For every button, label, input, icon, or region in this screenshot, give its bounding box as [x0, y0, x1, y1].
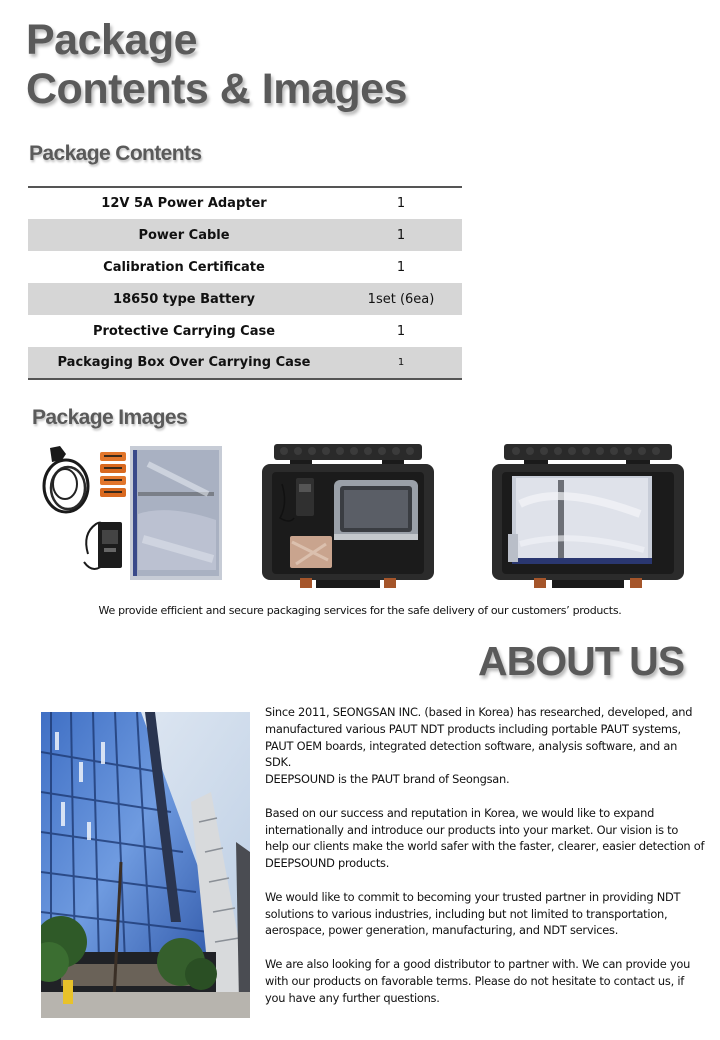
- item-qty: 1: [340, 347, 462, 379]
- item-qty: 1: [396, 196, 406, 211]
- table-row: [28, 315, 462, 347]
- about-paragraph-4: We are also looking for a good distributor to partner with. We can provide you with our products on favorable terms. Please do not hesitate to contact us, if you have any further questions.: [265, 956, 691, 1005]
- page-title-line2: Contents & Images: [26, 65, 407, 113]
- packed-carrying-case-photo: [490, 444, 686, 588]
- table-row: [28, 283, 462, 315]
- about-brand: DEEPSOUND is the PAUT brand of Seongsan.: [265, 772, 510, 787]
- about-us-heading: ABOUT US: [478, 638, 685, 684]
- package-contents-heading: Package Contents: [29, 142, 202, 165]
- table-row: [28, 251, 462, 283]
- about-paragraph-1: [265, 704, 705, 788]
- item-qty: 1: [396, 259, 406, 275]
- company-building-photo: [41, 712, 250, 1018]
- table-row: [28, 187, 462, 219]
- item-name: Calibration Certificate: [103, 259, 265, 275]
- about-paragraph-3: We would like to commit to becoming your trusted partner in providing NDT solutions to various industries, including but not limited to transportation, aerospace, power generation, manufacturing, and NDT services.: [265, 889, 681, 938]
- about-paragraph-2: Based on our success and reputation in Korea, we would like to expand internationally and introduce our products into your market. Our vision is to help our clients make the world safer with the faster, clearer, easier detection of DEEPSOUND products.: [265, 805, 705, 871]
- item-name: Packaging Box Over Carrying Case: [28, 347, 340, 379]
- table-row: [28, 347, 462, 379]
- page-title: [26, 16, 407, 114]
- about-us-text: [265, 704, 705, 1006]
- table-row: [28, 219, 462, 251]
- package-images-heading: Package Images: [32, 406, 188, 429]
- package-contents-photo: [38, 444, 226, 584]
- about-intro: Since 2011, SEONGSAN INC. (based in Korea) has researched, developed, and manufactured various PAUT NDT products including portable PAUT systems, PAUT OEM boards, integrated detection software, analysis software, and an SDK.: [265, 705, 693, 770]
- item-name: Power Cable: [28, 219, 340, 251]
- packaging-caption: We provide efficient and secure packaging services for the safe delivery of our customers’ products.: [98, 604, 622, 617]
- page-title-line1: Package: [26, 16, 198, 64]
- item-qty: 1set (6ea): [340, 283, 462, 315]
- item-qty: 1: [396, 323, 406, 339]
- package-contents-table: [28, 186, 462, 380]
- item-name: 12V 5A Power Adapter: [101, 196, 267, 211]
- open-carrying-case-photo: [260, 444, 436, 588]
- item-name: Protective Carrying Case: [92, 323, 276, 339]
- item-name: 18650 type Battery: [28, 283, 340, 315]
- item-qty: 1: [340, 219, 462, 251]
